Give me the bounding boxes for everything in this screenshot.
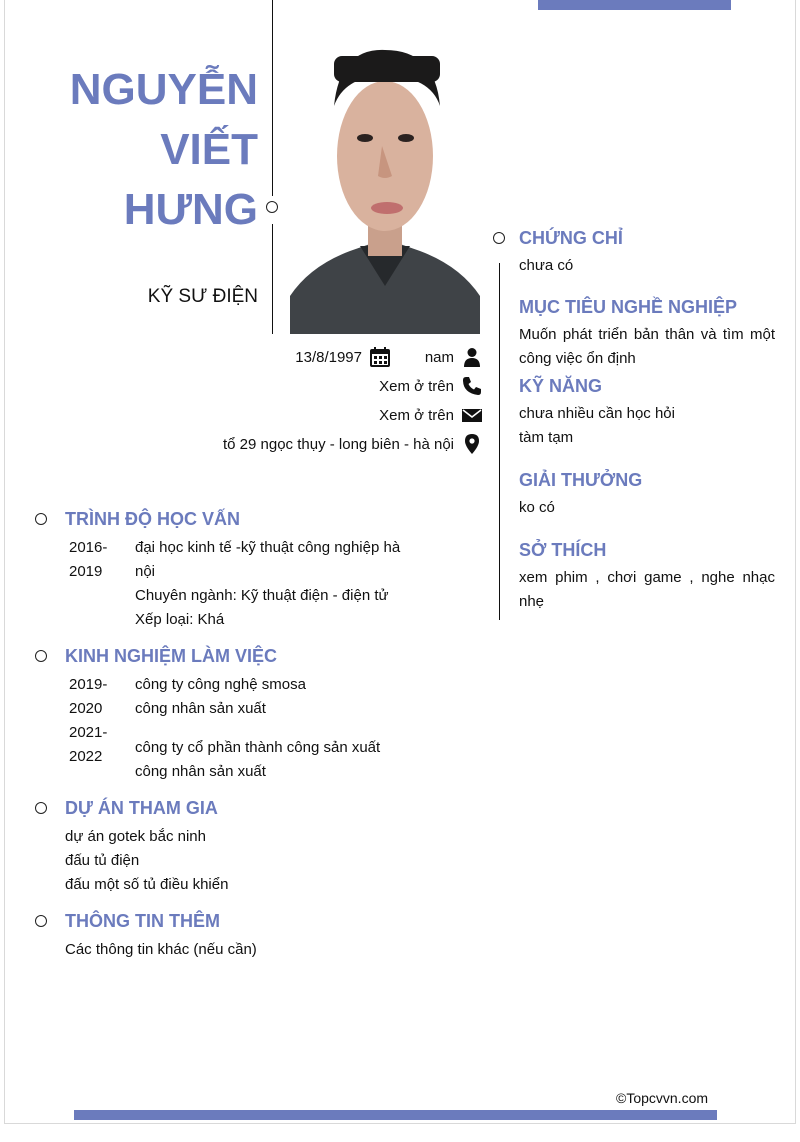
education-major: Chuyên ngành: Kỹ thuật điện - điện tử — [135, 587, 389, 604]
timeline-dot — [493, 232, 505, 244]
awards-title: GIẢI THƯỞNG — [519, 470, 643, 490]
bottom-accent-bar — [74, 1110, 717, 1120]
email-text: Xem ở trên — [379, 406, 454, 424]
experience-period-start: 2019- — [69, 676, 108, 693]
experience-position: công nhân sản xuất — [135, 763, 266, 780]
birthday-text: 13/8/1997 — [295, 348, 362, 366]
hobbies-title: SỞ THÍCH — [519, 540, 607, 560]
profile-photo — [290, 46, 480, 334]
project-item: đấu một số tủ điều khiển — [65, 876, 229, 893]
certificates-text: chưa có — [519, 257, 574, 274]
timeline-dot — [35, 915, 47, 927]
education-period-start: 2016- — [69, 539, 108, 556]
timeline-dot — [35, 650, 47, 662]
gender-row — [425, 347, 482, 367]
footer-credit: ©Topcvvn.com — [616, 1090, 709, 1106]
skills-title: KỸ NĂNG — [519, 376, 603, 396]
project-item: đấu tủ điện — [65, 852, 140, 869]
objective-title: MỤC TIÊU NGHỀ NGHIỆP — [519, 297, 738, 317]
education-details — [135, 536, 435, 632]
phone-icon — [462, 376, 482, 396]
project-item: dự án gotek bắc ninh — [65, 828, 206, 845]
name-line-1: NGUYỄN — [69, 65, 258, 114]
calendar-icon — [370, 347, 390, 367]
phone-text: Xem ở trên — [379, 377, 454, 395]
divider-line — [272, 224, 273, 334]
education-school-line-2: nội — [135, 563, 156, 580]
awards-text: ko có — [519, 499, 555, 516]
extra-info-title: THÔNG TIN THÊM — [65, 911, 220, 931]
timeline-dot — [35, 513, 47, 525]
education-school-line-1: đại học kinh tế -kỹ thuật công nghiệp hà — [135, 539, 401, 556]
top-accent-bar — [538, 0, 731, 10]
experience-period-2 — [69, 721, 107, 769]
certificates-title: CHỨNG CHỈ — [519, 228, 623, 248]
projects-list — [65, 825, 425, 897]
person-icon — [462, 347, 482, 367]
skill-item: chưa nhiều cần học hỏi — [519, 405, 675, 422]
experience-period-start: 2021- — [69, 724, 108, 741]
experience-title: KINH NGHIỆM LÀM VIỆC — [65, 646, 278, 666]
phone-row — [379, 376, 482, 396]
address-text: tổ 29 ngọc thụy - long biên - hà nội — [223, 435, 454, 453]
hobbies-text: xem phim , chơi game , nghe nhạc nhẹ — [519, 569, 775, 610]
candidate-name — [40, 60, 258, 240]
skills-text — [519, 402, 775, 450]
gender-text: nam — [424, 348, 454, 366]
education-rank: Xếp loại: Khá — [135, 611, 225, 628]
birthday-row — [295, 347, 390, 367]
experience-company: công ty công nghệ smosa — [135, 676, 306, 693]
education-title: TRÌNH ĐỘ HỌC VẤN — [65, 509, 240, 529]
divider-line — [272, 0, 273, 196]
job-title: KỸ SƯ ĐIỆN — [147, 286, 258, 307]
experience-position: công nhân sản xuất — [135, 700, 266, 717]
mail-icon — [462, 405, 482, 425]
objective-text: Muốn phát triển bản thân và tìm một công việc ổn định — [519, 326, 775, 367]
experience-period-1 — [69, 673, 107, 721]
name-line-3: HƯNG — [123, 185, 258, 234]
experience-period-end: 2020 — [69, 700, 103, 717]
education-period-end: 2019 — [69, 563, 103, 580]
skill-item: tàm tạm — [519, 429, 574, 446]
email-row — [379, 405, 482, 425]
experience-period-end: 2022 — [69, 748, 103, 765]
experience-company: công ty cổ phần thành công sản xuất — [135, 739, 381, 756]
divider-line — [499, 263, 500, 620]
address-row — [223, 434, 482, 454]
projects-title: DỰ ÁN THAM GIA — [65, 798, 218, 818]
name-line-2: VIẾT — [160, 125, 258, 174]
timeline-dot — [266, 201, 278, 213]
extra-info-text: Các thông tin khác (nếu cần) — [65, 941, 257, 958]
experience-item-2 — [135, 736, 435, 784]
experience-item-1 — [135, 673, 435, 721]
education-period — [69, 536, 107, 584]
timeline-dot — [35, 802, 47, 814]
location-icon — [462, 434, 482, 454]
